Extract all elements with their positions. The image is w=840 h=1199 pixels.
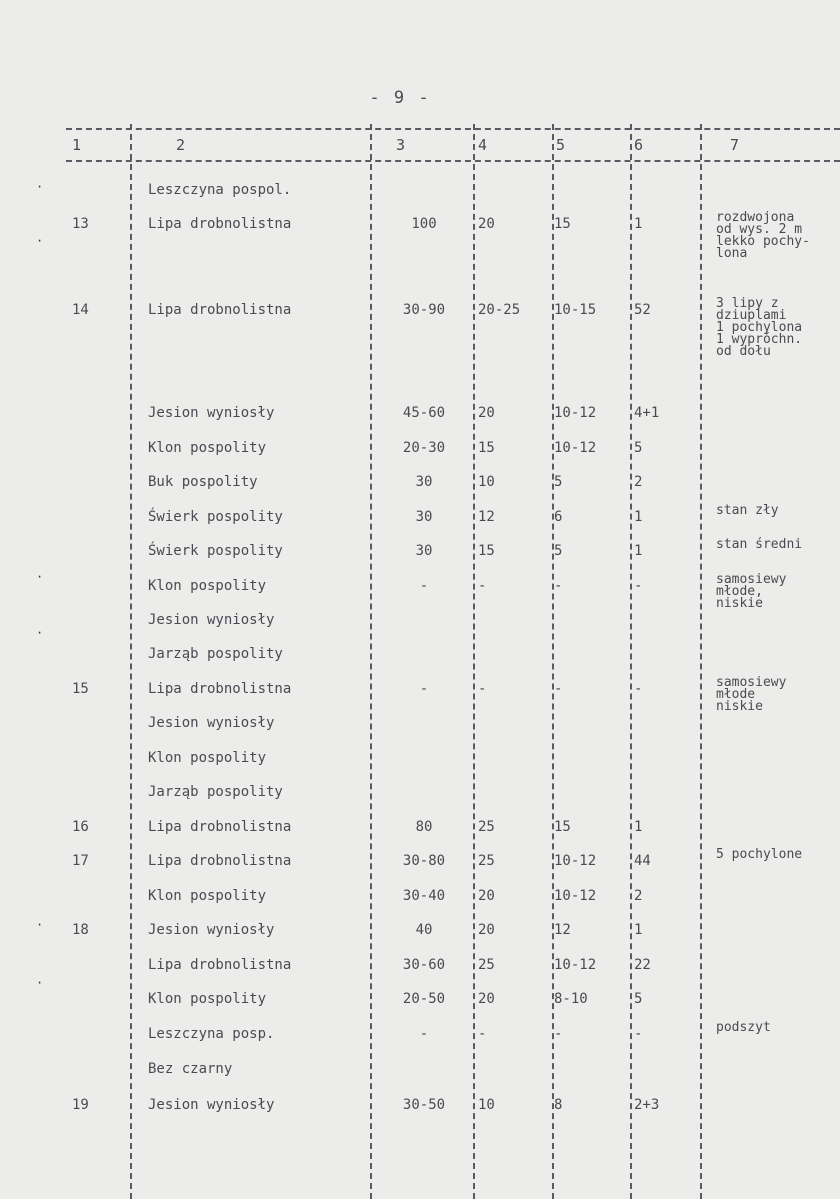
cell-c5: 15 xyxy=(554,216,571,232)
cell-c4: 15 xyxy=(478,543,495,559)
cell-c4: 20-25 xyxy=(478,302,521,318)
cell-c4: 15 xyxy=(478,440,495,456)
table-row xyxy=(0,646,840,680)
cell-c6: 44 xyxy=(634,853,651,869)
cell-c4: 25 xyxy=(478,957,495,973)
cell-c3: 40 xyxy=(415,922,433,938)
cell-remarks: stan średni xyxy=(716,537,803,552)
table-header-rule xyxy=(66,160,840,162)
cell-species: Klon pospolity xyxy=(148,440,267,456)
cell-no: 13 xyxy=(72,216,89,232)
table-row xyxy=(0,182,840,216)
page-number: - 9 - xyxy=(369,88,431,108)
cell-species: Klon pospolity xyxy=(148,578,267,594)
cell-species: Jesion wyniosły xyxy=(148,715,275,731)
cell-c3: 30 xyxy=(415,509,433,525)
cell-c3: 30 xyxy=(415,474,433,490)
cell-c3: 20-30 xyxy=(402,440,446,456)
cell-c3: 20-50 xyxy=(402,991,446,1007)
cell-c3: 30-60 xyxy=(402,957,446,973)
cell-c5: - xyxy=(554,681,563,697)
table-row xyxy=(0,675,840,715)
column-header: 2 xyxy=(176,136,186,154)
table-row xyxy=(0,715,840,749)
cell-species: Klon pospolity xyxy=(148,750,267,766)
table-row xyxy=(0,991,840,1025)
cell-c3: 30-90 xyxy=(402,302,446,318)
cell-c3: 30-50 xyxy=(402,1097,446,1113)
column-header: 4 xyxy=(478,136,488,154)
column-header: 6 xyxy=(634,136,644,154)
cell-c5: 10-12 xyxy=(554,853,597,869)
cell-c6: - xyxy=(634,578,643,594)
cell-species: Jarząb pospolity xyxy=(148,784,283,800)
table-row xyxy=(0,440,840,474)
table-top-rule xyxy=(66,128,840,130)
cell-species: Świerk pospolity xyxy=(148,509,283,525)
column-header: 3 xyxy=(396,136,406,154)
cell-c6: 5 xyxy=(634,440,643,456)
table-row xyxy=(0,1061,840,1095)
table-row xyxy=(0,503,840,543)
cell-c3: 100 xyxy=(411,216,437,232)
cell-c3: - xyxy=(419,578,429,594)
cell-species: Lipa drobnolistna xyxy=(148,819,292,835)
cell-c5: 8-10 xyxy=(554,991,588,1007)
cell-c6: 1 xyxy=(634,922,643,938)
cell-c5: 5 xyxy=(554,543,563,559)
cell-c5: 5 xyxy=(554,474,563,490)
cell-c5: - xyxy=(554,578,563,594)
table-row xyxy=(0,922,840,956)
cell-species: Jesion wyniosły xyxy=(148,612,275,628)
cell-c6: 2+3 xyxy=(634,1097,660,1113)
cell-species: Jesion wyniosły xyxy=(148,922,275,938)
cell-c5: - xyxy=(554,1026,563,1042)
cell-c6: 4+1 xyxy=(634,405,660,421)
cell-species: Lipa drobnolistna xyxy=(148,853,292,869)
cell-c4: 20 xyxy=(478,216,495,232)
cell-species: Klon pospolity xyxy=(148,991,267,1007)
table-row xyxy=(0,1097,840,1131)
table-row xyxy=(0,612,840,646)
cell-c6: 1 xyxy=(634,819,643,835)
cell-remarks: rozdwojona od wys. 2 m lekko pochy- lona xyxy=(716,210,810,261)
cell-species: Jarząb pospolity xyxy=(148,646,283,662)
cell-c6: 5 xyxy=(634,991,643,1007)
cell-c5: 6 xyxy=(554,509,563,525)
margin-mark: · xyxy=(36,918,44,932)
cell-species: Lipa drobnolistna xyxy=(148,216,292,232)
cell-c4: - xyxy=(478,681,487,697)
cell-species: Jesion wyniosły xyxy=(148,405,275,421)
table-row xyxy=(0,750,840,784)
cell-remarks: podszyt xyxy=(716,1020,771,1035)
cell-c3: 30 xyxy=(415,543,433,559)
cell-species: Klon pospolity xyxy=(148,888,267,904)
cell-species: Lipa drobnolistna xyxy=(148,681,292,697)
cell-c4: 20 xyxy=(478,405,495,421)
table-row xyxy=(0,819,840,853)
cell-no: 14 xyxy=(72,302,89,318)
cell-remarks: stan zły xyxy=(716,503,779,518)
cell-species: Bez czarny xyxy=(148,1061,233,1077)
cell-c3: - xyxy=(419,681,429,697)
cell-c4: 20 xyxy=(478,922,495,938)
cell-species: Lipa drobnolistna xyxy=(148,302,292,318)
cell-c4: - xyxy=(478,1026,487,1042)
cell-c5: 15 xyxy=(554,819,571,835)
cell-c5: 10-12 xyxy=(554,440,597,456)
margin-mark: · xyxy=(36,626,44,640)
table-row xyxy=(0,784,840,818)
cell-c6: 2 xyxy=(634,474,643,490)
cell-c3: 30-80 xyxy=(402,853,446,869)
column-header: 1 xyxy=(72,136,82,154)
cell-remarks: samosiewy młode niskie xyxy=(716,675,787,714)
cell-c3: 80 xyxy=(415,819,433,835)
cell-species: Jesion wyniosły xyxy=(148,1097,275,1113)
table-row xyxy=(0,210,840,261)
table-row xyxy=(0,405,840,439)
cell-c6: 1 xyxy=(634,509,643,525)
cell-no: 15 xyxy=(72,681,89,697)
cell-c4: 10 xyxy=(478,474,495,490)
cell-c5: 10-12 xyxy=(554,405,597,421)
cell-c3: 30-40 xyxy=(402,888,446,904)
table-row xyxy=(0,572,840,612)
column-header: 5 xyxy=(556,136,566,154)
table-row xyxy=(0,847,840,887)
cell-c5: 12 xyxy=(554,922,571,938)
cell-species: Leszczyna pospol. xyxy=(148,182,292,198)
table-row xyxy=(0,537,840,577)
cell-c5: 10-15 xyxy=(554,302,597,318)
table-row xyxy=(0,474,840,508)
cell-species: Buk pospolity xyxy=(148,474,258,490)
cell-species: Lipa drobnolistna xyxy=(148,957,292,973)
table-row xyxy=(0,296,840,359)
cell-c3: 45-60 xyxy=(402,405,446,421)
cell-c4: - xyxy=(478,578,487,594)
margin-mark: · xyxy=(36,234,44,248)
cell-c6: 22 xyxy=(634,957,651,973)
cell-c6: 1 xyxy=(634,543,643,559)
cell-c3: - xyxy=(419,1026,429,1042)
cell-species: Świerk pospolity xyxy=(148,543,283,559)
cell-c5: 8 xyxy=(554,1097,563,1113)
cell-species: Leszczyna posp. xyxy=(148,1026,275,1042)
cell-remarks: 3 lipy z dziuplami 1 pochylona 1 wypróchn. od dołu xyxy=(716,296,803,359)
cell-c4: 20 xyxy=(478,991,495,1007)
cell-c6: 1 xyxy=(634,216,643,232)
cell-no: 19 xyxy=(72,1097,89,1113)
cell-remarks: samosiewy młode, niskie xyxy=(716,572,787,611)
cell-remarks: 5 pochylone xyxy=(716,847,803,862)
column-header: 7 xyxy=(730,136,740,154)
cell-no: 17 xyxy=(72,853,89,869)
cell-no: 16 xyxy=(72,819,89,835)
cell-c6: - xyxy=(634,681,643,697)
margin-mark: · xyxy=(36,570,44,584)
cell-c5: 10-12 xyxy=(554,888,597,904)
cell-c4: 25 xyxy=(478,853,495,869)
table-row xyxy=(0,957,840,991)
table-row xyxy=(0,888,840,922)
cell-c6: - xyxy=(634,1026,643,1042)
cell-c6: 2 xyxy=(634,888,643,904)
cell-c4: 20 xyxy=(478,888,495,904)
table-row xyxy=(0,1020,840,1060)
cell-c4: 12 xyxy=(478,509,495,525)
cell-c4: 25 xyxy=(478,819,495,835)
margin-mark: · xyxy=(36,976,44,990)
cell-c5: 10-12 xyxy=(554,957,597,973)
margin-mark: · xyxy=(36,180,44,194)
cell-no: 18 xyxy=(72,922,89,938)
cell-c6: 52 xyxy=(634,302,651,318)
cell-c4: 10 xyxy=(478,1097,495,1113)
